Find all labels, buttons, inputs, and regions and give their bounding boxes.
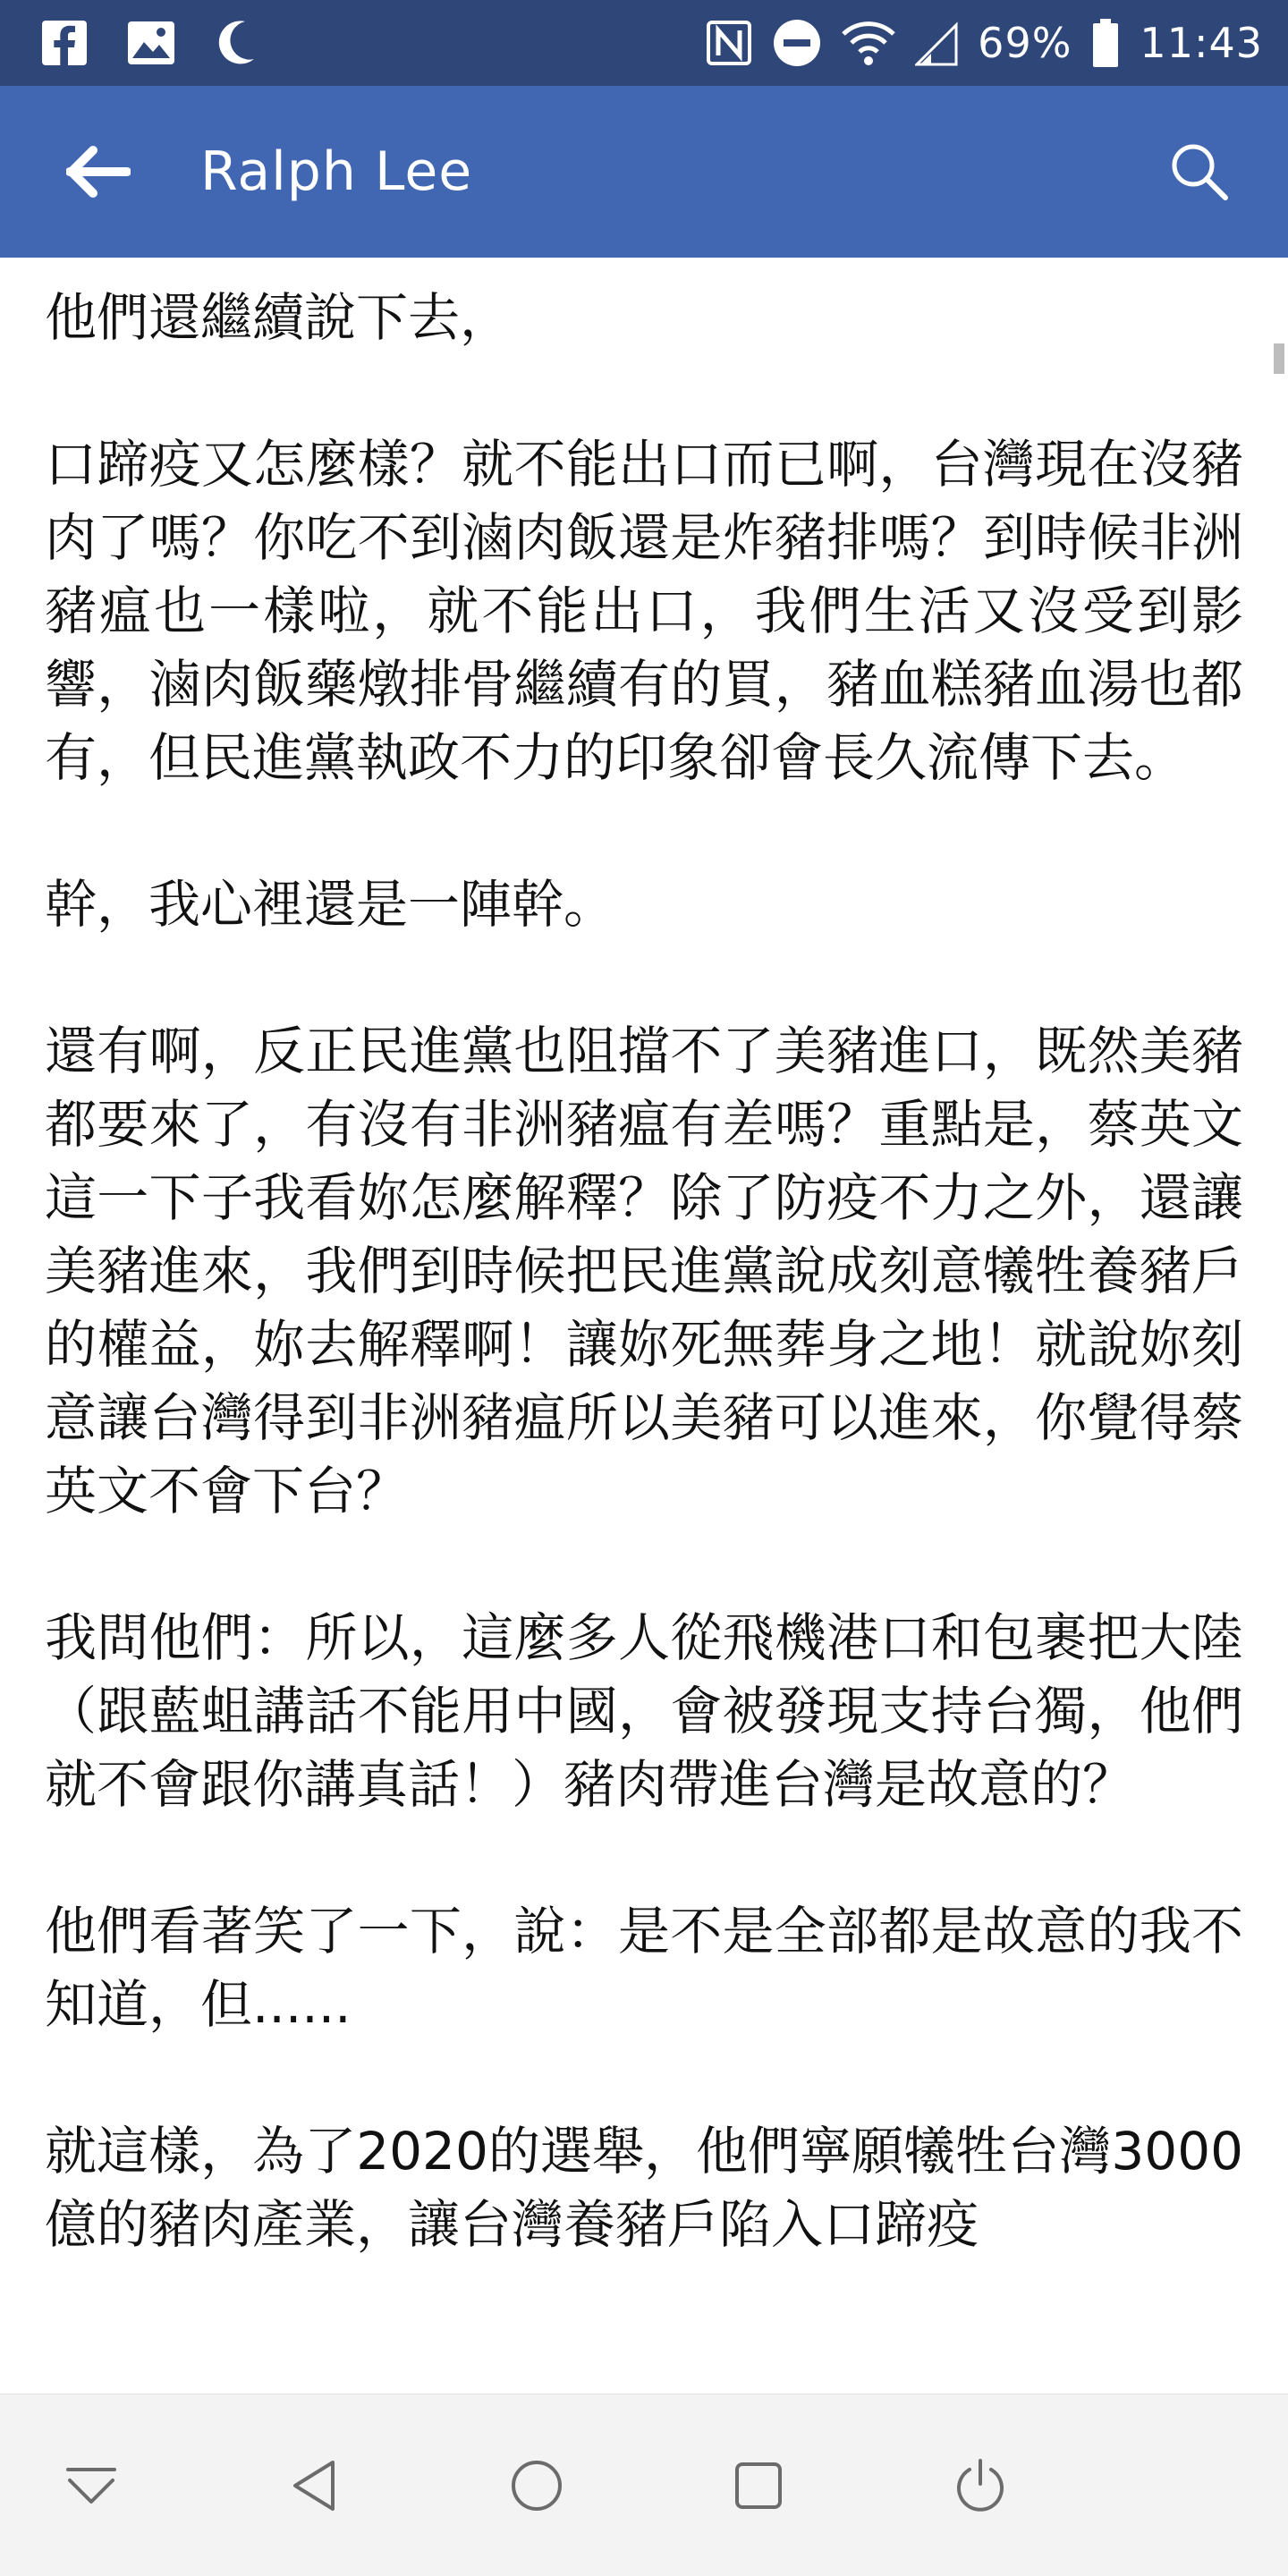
arrow-back-icon[interactable] <box>66 145 131 199</box>
gallery-icon <box>127 21 175 65</box>
clock: 11:43 <box>1140 19 1263 67</box>
status-bar <box>0 0 1288 86</box>
app-bar <box>0 86 1288 258</box>
paragraph-spacer <box>45 1528 1243 1601</box>
post-content[interactable] <box>0 258 1288 2394</box>
post-paragraph: 我問他們：所以，這麼多人從飛機港口和包裹把大陸（跟藍蛆講話不能用中國，會被發現支持台獨，他們就不會跟你講真話！）豬肉帶進台灣是故意的？ <box>45 1607 1243 1815</box>
power-icon[interactable] <box>952 2457 1009 2514</box>
navigation-bar <box>0 2394 1288 2576</box>
post-paragraph: 就這樣，為了2020的選舉，他們寧願犧牲台灣3000億的豬肉產業，讓台灣養豬戶陷入口蹄疫 <box>45 2121 1243 2255</box>
recents-square-icon[interactable] <box>730 2457 787 2514</box>
post-paragraph: 幹，我心裡還是一陣幹。 <box>45 874 616 935</box>
back-triangle-icon[interactable] <box>286 2457 343 2514</box>
post-paragraph: 口蹄疫又怎麼樣？就不能出口而已啊，台灣現在沒豬肉了嗎？你吃不到滷肉飯還是炸豬排嗎？到時候非洲豬瘟也一樣啦，就不能出口，我們生活又沒受到影響，滷肉飯藥燉排骨繼續有的買，豬血糕豬血湯也都有，但民進黨執政不力的印象卻會長久流傳下去。 <box>45 434 1243 788</box>
wifi-icon <box>842 20 895 66</box>
battery-percent: 69% <box>978 19 1072 67</box>
facebook-icon <box>41 20 88 66</box>
post-paragraph: 他們還繼續說下去， <box>45 287 513 348</box>
battery-icon <box>1091 18 1120 68</box>
page-title: Ralph Lee <box>200 140 473 203</box>
signal-icon <box>915 20 958 66</box>
paragraph-spacer <box>45 1821 1243 1894</box>
do-not-disturb-icon <box>772 18 822 68</box>
search-icon[interactable] <box>1170 142 1229 201</box>
moon-icon <box>215 20 258 66</box>
post-paragraph: 他們看著笑了一下，說：是不是全部都是故意的我不知道，但...... <box>45 1901 1243 2035</box>
post-paragraph: 還有啊，反正民進黨也阻擋不了美豬進口，既然美豬都要來了，有沒有非洲豬瘟有差嗎？重點是，蔡英文這一下子我看妳怎麼解釋？除了防疫不力之外，還讓美豬進來，我們到時候把民進黨說成刻意犧牲養豬戶的權益，妳去解釋啊！讓妳死無葬身之地！就說妳刻意讓台灣得到非洲豬瘟所以美豬可以進來，你覺得蔡英文不會下台？ <box>45 1021 1243 1521</box>
scrollbar-thumb[interactable] <box>1274 343 1284 374</box>
paragraph-spacer <box>45 941 1243 1014</box>
nfc-icon <box>706 20 752 66</box>
paragraph-spacer <box>45 2041 1243 2114</box>
paragraph-spacer <box>45 794 1243 868</box>
paragraph-spacer <box>45 354 1243 428</box>
post-body <box>0 258 1288 2261</box>
collapse-icon[interactable] <box>63 2457 120 2514</box>
home-circle-icon[interactable] <box>508 2457 565 2514</box>
